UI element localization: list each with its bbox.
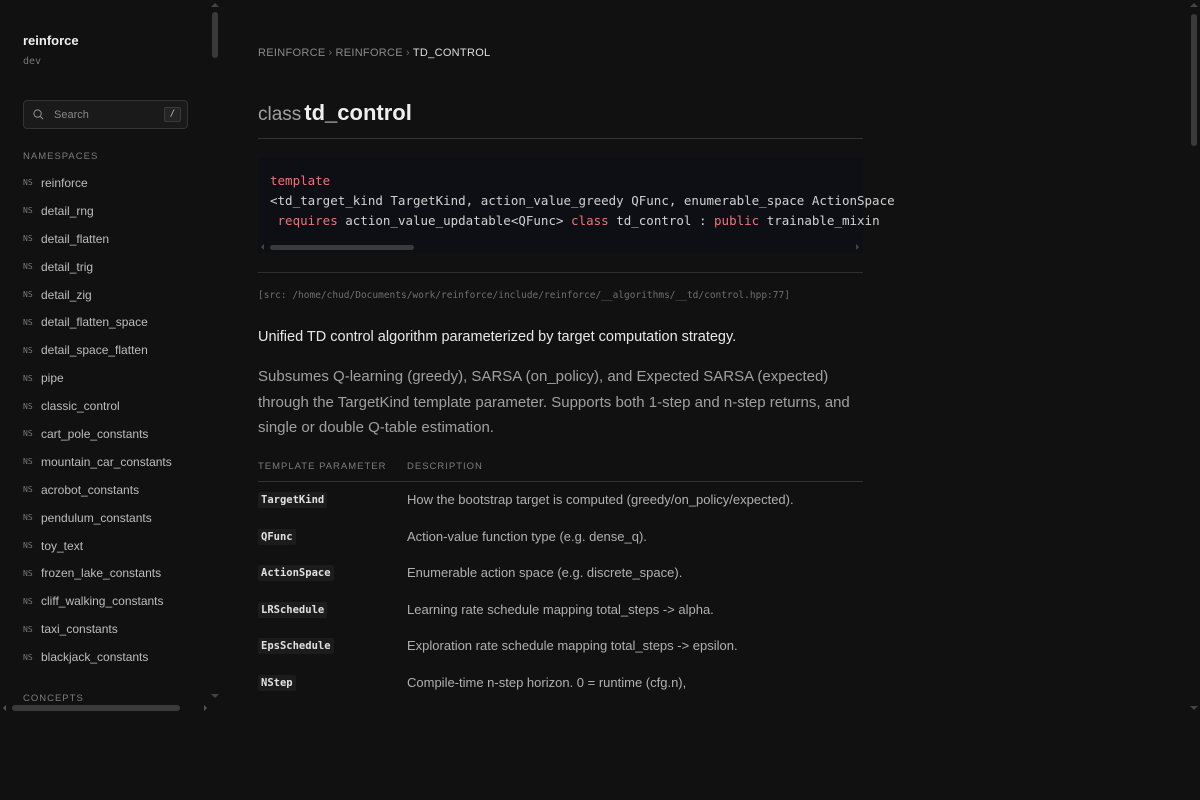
parameter-name: LRSchedule — [258, 602, 327, 618]
breadcrumb-separator: › — [328, 47, 333, 59]
scroll-thumb[interactable] — [12, 705, 180, 711]
namespace-tag: NS — [23, 317, 33, 327]
sidebar-item-detail-space-flatten[interactable] — [23, 336, 208, 364]
sidebar-item-label: cliff_walking_constants — [41, 594, 164, 609]
title-keyword: class — [258, 104, 302, 125]
sidebar-item-detail-flatten[interactable] — [23, 225, 208, 253]
search-shortcut-key: / — [164, 107, 181, 122]
namespace-tag: NS — [23, 234, 33, 244]
sidebar-item-label: mountain_car_constants — [41, 454, 172, 469]
concepts-heading: CONCEPTS — [23, 693, 84, 704]
code-keyword: requires — [270, 213, 338, 228]
scroll-down-arrow-icon[interactable] — [211, 694, 219, 698]
sidebar — [0, 0, 222, 714]
search-box[interactable] — [23, 100, 188, 129]
source-link[interactable]: [src: /home/chud/Documents/work/reinforce/include/reinforce/__algorithms/__td/control.hpp:77] — [258, 290, 790, 301]
parameter-description: Learning rate schedule mapping total_steps -> alpha. — [407, 601, 714, 617]
sidebar-item-label: detail_trig — [41, 259, 94, 274]
table-row — [258, 555, 863, 592]
parameter-description: How the bootstrap target is computed (greedy/on_policy/expected). — [407, 492, 794, 507]
brand-name[interactable]: reinforce — [23, 33, 79, 48]
sidebar-item-cart-pole-constants[interactable] — [23, 420, 208, 448]
sidebar-item-label: detail_flatten_space — [41, 315, 148, 330]
namespace-list — [23, 169, 208, 671]
parameter-name: TargetKind — [258, 492, 327, 508]
scroll-left-arrow-icon[interactable] — [261, 244, 264, 250]
parameter-description: Exploration rate schedule mapping total_steps -> epsilon. — [407, 638, 738, 654]
sidebar-item-label: pendulum_constants — [41, 510, 152, 525]
sidebar-item-classic-control[interactable] — [23, 392, 208, 420]
table-row — [258, 592, 863, 629]
scroll-up-arrow-icon[interactable] — [211, 3, 219, 7]
breadcrumb-item[interactable]: REINFORCE — [335, 47, 403, 59]
scroll-thumb[interactable] — [270, 245, 414, 250]
code-block[interactable] — [258, 157, 895, 253]
code-keyword: class — [571, 213, 609, 228]
namespaces-heading: NAMESPACES — [23, 151, 99, 162]
sidebar-item-label: acrobot_constants — [41, 482, 140, 497]
sidebar-item-label: detail_zig — [41, 287, 92, 302]
sidebar-item-pipe[interactable] — [23, 364, 208, 392]
code-text — [270, 171, 895, 231]
code-text-segment: action_value_updatable<QFunc> — [337, 213, 572, 228]
namespace-tag: NS — [23, 345, 33, 355]
page-vertical-scrollbar[interactable] — [1188, 0, 1200, 714]
sidebar-item-label: frozen_lake_constants — [41, 566, 162, 581]
code-text-segment: trainable_mixin — [759, 213, 880, 228]
sidebar-item-detail-zig[interactable] — [23, 281, 208, 309]
sidebar-item-pendulum-constants[interactable] — [23, 504, 208, 532]
code-text-segment: td_control : — [608, 213, 715, 228]
sidebar-item-label: reinforce — [41, 175, 88, 190]
namespace-tag: NS — [23, 373, 33, 383]
sidebar-item-detail-trig[interactable] — [23, 253, 208, 281]
scroll-up-arrow-icon[interactable] — [1190, 3, 1198, 7]
search-input[interactable]: Search — [54, 109, 89, 121]
sidebar-item-label: detail_rng — [41, 203, 94, 218]
parameter-name: ActionSpace — [258, 565, 334, 581]
sidebar-item-reinforce[interactable] — [23, 169, 208, 197]
scroll-right-arrow-icon[interactable] — [204, 705, 207, 711]
scroll-left-arrow-icon[interactable] — [3, 705, 6, 711]
sidebar-item-label: pipe — [41, 371, 64, 386]
namespace-tag: NS — [23, 568, 33, 578]
sidebar-item-detail-rng[interactable] — [23, 197, 208, 225]
sidebar-item-taxi-constants[interactable] — [23, 615, 208, 643]
table-header — [258, 460, 863, 482]
parameter-name: NStep — [258, 675, 296, 691]
code-keyword: template — [270, 173, 331, 188]
parameter-description: Action-value function type (e.g. dense_q). — [407, 528, 647, 544]
breadcrumb-item[interactable]: REINFORCE — [258, 47, 326, 59]
sidebar-item-label: detail_space_flatten — [41, 343, 148, 358]
code-keyword: public — [714, 213, 760, 228]
breadcrumb-current: TD_CONTROL — [412, 47, 491, 59]
parameter-description: Enumerable action space (e.g. discrete_space). — [407, 565, 683, 581]
sidebar-item-label: blackjack_constants — [41, 650, 149, 665]
detail-text: Subsumes Q-learning (greedy), SARSA (on_policy), and Expected SARSA (expected) through the TargetKind template parameter. Supports both 1-step and n-step returns, and single or double Q-table estimation. — [258, 368, 850, 436]
namespace-tag: NS — [23, 178, 33, 188]
table-row — [258, 482, 863, 519]
column-header-description: DESCRIPTION — [407, 461, 483, 472]
sidebar-item-cliff-walking-constants[interactable] — [23, 587, 208, 615]
sidebar-item-label: cart_pole_constants — [41, 426, 149, 441]
scroll-down-arrow-icon[interactable] — [1190, 706, 1198, 710]
sidebar-item-detail-flatten-space[interactable] — [23, 308, 208, 336]
code-line: <td_target_kind TargetKind, action_value_greedy QFunc, enumerable_space ActionSpace — [270, 193, 895, 208]
sidebar-item-label: toy_text — [41, 538, 84, 553]
sidebar-item-label: taxi_constants — [41, 622, 118, 637]
page-title — [258, 100, 863, 139]
namespace-tag: NS — [23, 429, 33, 439]
namespace-tag: NS — [23, 206, 33, 216]
table-row — [258, 628, 863, 665]
sidebar-item-blackjack-constants[interactable] — [23, 643, 208, 671]
namespace-tag: NS — [23, 541, 33, 551]
table-row — [258, 665, 863, 702]
sidebar-item-label: classic_control — [41, 399, 120, 414]
parameter-name: QFunc — [258, 529, 296, 545]
parameter-name: EpsSchedule — [258, 638, 334, 654]
namespace-tag: NS — [23, 457, 33, 467]
sidebar-item-frozen-lake-constants[interactable] — [23, 559, 208, 587]
table-row — [258, 519, 863, 556]
template-parameters-table — [258, 460, 863, 702]
divider — [258, 272, 863, 273]
sidebar-item-mountain-car-constants[interactable] — [23, 448, 208, 476]
sidebar-item-toy-text[interactable] — [23, 532, 208, 560]
namespace-tag: NS — [23, 624, 33, 634]
scroll-right-arrow-icon[interactable] — [856, 244, 859, 250]
sidebar-vertical-scrollbar[interactable] — [208, 0, 222, 714]
summary-text: Unified TD control algorithm parameterized by target computation strategy. — [258, 329, 737, 345]
code-horizontal-scrollbar[interactable] — [258, 241, 863, 253]
namespace-tag: NS — [23, 262, 33, 272]
title-name: td_control — [304, 100, 412, 125]
scroll-thumb[interactable] — [1191, 14, 1197, 146]
namespace-tag: NS — [23, 652, 33, 662]
breadcrumb — [258, 47, 490, 59]
table-body — [258, 482, 863, 702]
parameter-description: Compile-time n-step horizon. 0 = runtime (cfg.n), — [407, 674, 687, 690]
main-content — [222, 0, 1190, 714]
sidebar-item-label: detail_flatten — [41, 231, 110, 246]
namespace-tag: NS — [23, 596, 33, 606]
namespace-tag: NS — [23, 290, 33, 299]
namespace-tag: NS — [23, 485, 33, 495]
scroll-thumb[interactable] — [212, 12, 218, 58]
sidebar-horizontal-scrollbar[interactable] — [0, 700, 212, 714]
sidebar-item-acrobot-constants[interactable] — [23, 476, 208, 504]
column-header-parameter: TEMPLATE PARAMETER — [258, 461, 387, 472]
search-icon — [33, 109, 44, 120]
breadcrumb-separator: › — [405, 47, 410, 59]
namespace-tag: NS — [23, 513, 33, 523]
version-label: dev — [23, 56, 42, 67]
namespace-tag: NS — [23, 401, 33, 411]
